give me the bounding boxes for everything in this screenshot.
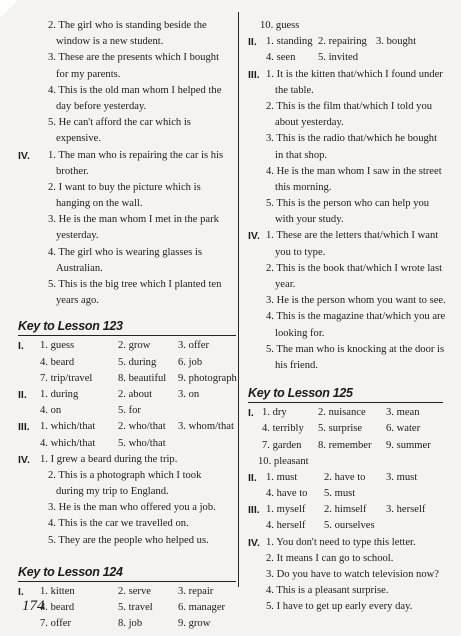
- sentence-line: during my trip to England.: [56, 486, 169, 498]
- sentence-line: 5. He can't afford the car which is: [48, 117, 191, 129]
- answer-cell: 3. offer: [178, 340, 209, 352]
- answer-cell: 1. during: [40, 388, 79, 400]
- sentence-line: looking for.: [275, 327, 325, 339]
- answer-cell: 1. which/that: [40, 421, 96, 433]
- lesson123-section-i: [18, 338, 236, 387]
- answer-cell: 2. grow: [118, 340, 151, 352]
- section-label: IV.: [248, 230, 260, 243]
- lesson125-section-ii: [248, 470, 443, 502]
- word-row: [248, 438, 443, 454]
- answer-cell: 4. terribly: [262, 423, 304, 435]
- sentence-line: his friend.: [275, 359, 318, 371]
- sentence-line-first: [248, 67, 443, 83]
- sentence-line: you to type.: [275, 246, 326, 258]
- sentence-line: 2. This is the book that/which I wrote last: [266, 262, 443, 274]
- section-label: I.: [248, 407, 254, 420]
- sentence-line: 4. The girl who is wearing glasses is: [48, 246, 202, 258]
- word-row: [248, 405, 443, 421]
- sentence-line: 3. Do you have to watch television now?: [266, 569, 439, 580]
- answer-cell: 4. beard: [40, 356, 75, 368]
- left-column: [18, 18, 236, 632]
- sentence-line: 2. I want to buy the picture which is: [48, 181, 201, 193]
- answer-cell: 3. repair: [178, 585, 214, 597]
- sentence-text: 1. You don't need to type this letter.: [266, 536, 416, 548]
- sentence-line: 5. They are the people who helped us.: [48, 534, 209, 546]
- sentence-line: 4. This is the car we travelled on.: [48, 518, 189, 530]
- answer-cell: 5. for: [118, 405, 141, 417]
- answer-cell: 4. beard: [40, 602, 75, 613]
- answer-cell: 4. have to: [266, 488, 308, 500]
- sentence-line: hanging on the wall.: [56, 198, 143, 210]
- sentence-line: 2. It means I can go to school.: [266, 552, 394, 564]
- answer-cell: 5. who/that: [118, 437, 166, 449]
- sentence-line-first: [18, 452, 236, 468]
- lesson-heading-text: Key to Lesson 124: [18, 564, 123, 579]
- sentence-line: 5. I have to get up early every day.: [266, 601, 413, 613]
- word-row: [18, 338, 236, 354]
- folded-corner: [0, 0, 18, 18]
- sentence-line: 5. This is the big tree which I planted ten: [48, 279, 222, 290]
- answer-cell: 8. beautiful: [118, 372, 167, 384]
- lesson-heading-text: Key to Lesson 123: [18, 319, 123, 334]
- section-label: IV.: [18, 149, 30, 162]
- section-label: II.: [248, 471, 257, 484]
- sentence-line: about yesterday.: [275, 117, 344, 129]
- answer-cell: 2. nuisance: [318, 407, 366, 419]
- answer-cell: 10. pleasant: [258, 455, 309, 467]
- column-divider: [238, 12, 239, 587]
- sentence-line: Australian.: [56, 262, 103, 274]
- sentence-line: year.: [275, 279, 296, 290]
- lesson-heading: [18, 563, 236, 582]
- intro-sentences-block: [18, 18, 236, 148]
- answer-cell: 5. ourselves: [324, 520, 375, 532]
- word-row: [248, 34, 443, 50]
- section-iv-block: [18, 148, 236, 310]
- answer-cell: 2. himself: [324, 504, 367, 516]
- sentence-line: brother.: [56, 165, 89, 177]
- answer-cell: 2. about: [118, 388, 153, 400]
- answer-cell: 2. who/that: [118, 421, 166, 433]
- lesson123-section-ii: [18, 387, 236, 419]
- section-label: IV.: [248, 536, 260, 549]
- lesson124-section-iii: [248, 67, 443, 229]
- sentence-line: day before yesterday.: [56, 100, 147, 112]
- answer-cell: 5. invited: [318, 52, 359, 64]
- sentence-line: 3. These are the presents which I bought: [48, 52, 220, 64]
- lesson-heading: [18, 317, 236, 336]
- lesson124-section-iv: [248, 228, 446, 374]
- answer-cell: 9. grow: [178, 618, 211, 630]
- answer-cell: 3. mean: [386, 407, 420, 419]
- answer-cell: 5. must: [324, 488, 356, 500]
- sentence-line: 5. This is the person who can help you: [266, 198, 430, 210]
- answer-cell: 9. summer: [386, 439, 431, 451]
- word-row: [248, 486, 443, 502]
- sentence-line: 5. The man who is knocking at the door is: [266, 343, 445, 355]
- sentence-line: with your study.: [275, 214, 344, 226]
- section-label: III.: [18, 421, 30, 434]
- answer-cell: 6. water: [386, 423, 421, 435]
- section-label: III.: [248, 68, 260, 81]
- sentence-line: in that shop.: [275, 149, 328, 161]
- sentence-line: years ago.: [56, 295, 99, 307]
- section-label: I.: [18, 585, 24, 598]
- word-row: [18, 616, 236, 632]
- sentence-line-first: [248, 535, 443, 551]
- answer-cell: 5. surprise: [318, 423, 363, 435]
- word-row: [18, 600, 236, 616]
- answer-cell: 4. which/that: [40, 437, 96, 449]
- answer-cell: 4. herself: [266, 520, 306, 532]
- lesson125-section-i: [248, 405, 443, 470]
- word-row: [248, 421, 443, 437]
- sentence-text: 1. The man who is repairing the car is his: [48, 149, 224, 161]
- lesson125-section-iv: [248, 535, 443, 616]
- lesson-heading: [248, 384, 443, 403]
- section-label: I.: [18, 340, 24, 353]
- answer-cell: 3. on: [178, 388, 200, 400]
- answer-cell: 7. offer: [40, 618, 71, 630]
- sentence-line-first: [18, 148, 236, 164]
- section-label: III.: [248, 504, 260, 517]
- sentence-line: this morning.: [275, 181, 332, 193]
- sentence-line: yesterday.: [56, 230, 99, 242]
- lesson-heading-text: Key to Lesson 125: [248, 385, 353, 400]
- answer-cell: 1. dry: [262, 407, 287, 419]
- answer-cell: 1. must: [266, 471, 298, 483]
- answer-cell: 4. on: [40, 405, 62, 417]
- answer-cell: 5. travel: [118, 602, 153, 613]
- sentence-line-first: [248, 228, 443, 244]
- right-column: [248, 18, 446, 616]
- page-number: 174: [22, 598, 45, 614]
- answer-cell: 2. serve: [118, 585, 151, 597]
- answer-cell: 2. have to: [324, 471, 366, 483]
- lesson125-section-iii: [248, 502, 443, 534]
- sentence-line: 4. This is a pleasant surprise.: [266, 585, 389, 597]
- word-row: [248, 502, 443, 518]
- sentence-line: the table.: [275, 84, 314, 96]
- sentence-line: 4. He is the man whom I saw in the street: [266, 165, 442, 177]
- word-row: [18, 584, 236, 600]
- answer-cell: 1. standing: [266, 36, 313, 48]
- answer-line: 10. guess: [260, 20, 300, 31]
- sentence-line: 4. This is the magazine that/which you are: [266, 311, 446, 323]
- sentence-line: for my parents.: [56, 68, 121, 80]
- section-label: IV.: [18, 453, 30, 466]
- answer-cell: 1. guess: [40, 340, 75, 352]
- word-row: [248, 454, 443, 470]
- answer-cell: 7. garden: [262, 439, 302, 451]
- answer-cell: 8. remember: [318, 439, 372, 451]
- lesson124-section-i: [18, 584, 236, 633]
- sentence-line: 2. This is a photograph which I took: [48, 469, 202, 481]
- sentence-line: 3. He is the person whom you want to see.: [266, 295, 446, 307]
- sentence-line: 4. This is the old man whom I helped the: [48, 84, 222, 96]
- section-label: II.: [248, 36, 257, 49]
- word-row: [18, 419, 236, 435]
- word-row: [248, 470, 443, 486]
- word-row: [18, 355, 236, 371]
- sentence-text: 1. It is the kitten that/which I found under: [266, 68, 443, 80]
- lesson124-section-ii: [248, 34, 443, 66]
- sentence-line: expensive.: [56, 133, 102, 145]
- answer-cell: 6. job: [178, 356, 203, 368]
- answer-cell: 3. herself: [386, 504, 426, 516]
- lesson123-section-iv: [18, 452, 236, 549]
- sentence-line: 2. This is the film that/which I told you: [266, 100, 433, 112]
- answer-cell: 5. during: [118, 356, 157, 368]
- answer-cell: 6. manager: [178, 602, 226, 613]
- answer-cell: 7. trip/travel: [40, 372, 93, 384]
- answer-cell: 9. photograph: [178, 372, 237, 384]
- word-row: [18, 436, 236, 452]
- answer-cell: 4. seen: [266, 52, 296, 64]
- answer-cell: 1. myself: [266, 504, 306, 516]
- section-label: II.: [18, 388, 27, 401]
- word-row: [18, 371, 236, 387]
- lesson123-section-iii: [18, 419, 236, 451]
- word-row: [18, 403, 236, 419]
- word-row: [248, 50, 443, 66]
- answer-cell: 3. whom/that: [178, 421, 234, 433]
- word-row: [18, 387, 236, 403]
- sentence-line: 3. This is the radio that/which he bought: [266, 133, 438, 145]
- answer-cell: 2. repairing: [318, 36, 367, 48]
- answer-cell: 1. kitten: [40, 585, 75, 597]
- sentence-text: 1. These are the letters that/which I want: [266, 230, 439, 242]
- answer-cell: 3. bought: [376, 36, 417, 48]
- word-row: [248, 518, 443, 534]
- answer-cell: 8. job: [118, 618, 143, 630]
- sentence-line: 3. He is the man whom I met in the park: [48, 214, 219, 226]
- answer-cell: 3. must: [386, 471, 418, 483]
- sentence-line: window is a new student.: [56, 36, 164, 48]
- sentence-line: 3. He is the man who offered you a job.: [48, 502, 216, 514]
- sentence-line: 2. The girl who is standing beside the: [48, 20, 207, 31]
- sentence-text: 1. I grew a beard during the trip.: [40, 453, 178, 465]
